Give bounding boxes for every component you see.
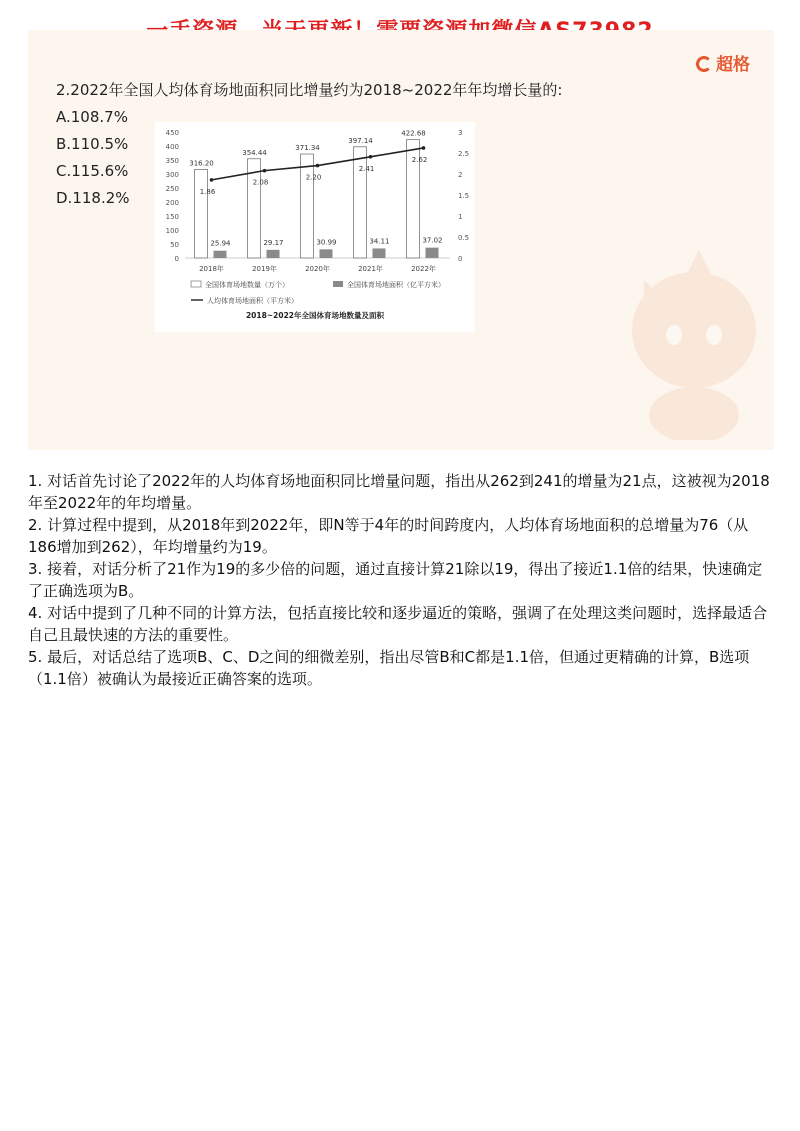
line-point-label: 2.41	[358, 164, 375, 173]
bar-site-area	[373, 248, 386, 258]
legend-swatch-site-area	[333, 281, 343, 287]
left-axis-tick-label: 0	[174, 255, 179, 263]
line-point-label: 2.62	[411, 155, 428, 164]
brand-name: 超格	[716, 55, 750, 75]
line-point	[210, 178, 214, 182]
bar-site-area-label: 25.94	[210, 239, 231, 248]
right-axis-tick-label: 3	[458, 129, 463, 137]
right-axis-tick-label: 0	[458, 255, 463, 263]
summary-paragraph-1: 1. 对话首先讨论了2022年的人均体育场地面积同比增量问题，指出从262到241的增量为21点，这被视为2018年至2022年的年均增量。	[28, 472, 770, 512]
legend-label-site-area: 全国体育场地面积（亿平方米）	[347, 281, 445, 289]
line-point	[263, 169, 267, 173]
line-point	[316, 164, 320, 168]
bar-site-count-label: 397.14	[348, 136, 373, 145]
bar-line-chart	[155, 122, 475, 332]
option-b: B.110.5%	[56, 135, 129, 153]
summary-paragraph-2: 2. 计算过程中提到，从2018年到2022年，即N等于4年的时间跨度内，人均体育场地面积的总增量为76（从186增加到262），年均增量约为19。	[28, 516, 749, 556]
bar-site-area	[214, 251, 227, 258]
summary-paragraph-5: 5. 最后，对话总结了选项B、C、D之间的细微差别，指出尽管B和C都是1.1倍，但通过更精确的计算，B选项（1.1倍）被确认为最接近正确答案的选项。	[28, 648, 750, 688]
left-axis-tick-label: 300	[165, 171, 179, 179]
bar-site-count-label: 354.44	[242, 148, 267, 157]
option-d: D.118.2%	[56, 189, 130, 207]
line-point	[369, 155, 373, 159]
legend-label-per-capita: 人均体育场地面积（平方米）	[207, 297, 298, 305]
bar-site-area-label: 29.17	[263, 238, 284, 247]
bar-site-count-label: 371.34	[295, 144, 320, 153]
right-axis-tick-label: 1	[458, 213, 463, 221]
left-axis-tick-label: 400	[165, 143, 179, 151]
legend-label-site-count: 全国体育场地数量（万个）	[205, 281, 289, 289]
x-axis-tick-label: 2021年	[358, 265, 383, 273]
x-axis-tick-label: 2018年	[199, 265, 224, 273]
bar-site-area-label: 37.02	[422, 236, 443, 245]
line-point-label: 1.86	[199, 187, 216, 196]
bar-site-area	[267, 250, 280, 258]
brand-logo	[696, 50, 750, 75]
left-axis-tick-label: 250	[165, 185, 179, 193]
right-axis-tick-label: 2	[458, 171, 463, 179]
line-point	[422, 146, 426, 150]
chart-title: 2018~2022年全国体育场地数量及面积	[245, 311, 385, 320]
left-axis-tick-label: 350	[165, 157, 179, 165]
right-axis-tick-label: 0.5	[458, 234, 470, 242]
left-axis-tick-label: 50	[170, 241, 179, 249]
left-axis-tick-label: 150	[165, 213, 179, 221]
x-axis-tick-label: 2020年	[305, 265, 330, 273]
question-text: 2.2022年全国人均体育场地面积同比增量约为2018~2022年年均增长量的:	[56, 81, 563, 99]
legend-swatch-site-count	[191, 281, 201, 287]
summary-paragraph-3: 3. 接着，对话分析了21作为19的多少倍的问题，通过直接计算21除以19，得出了接近1.1倍的结果，快速确定了正确选项为B。	[28, 560, 763, 600]
bar-site-count-label: 422.68	[401, 129, 426, 138]
bar-site-area-label: 34.11	[369, 237, 390, 246]
bar-site-area	[320, 249, 333, 258]
left-axis-tick-label: 450	[165, 129, 179, 137]
options-list	[56, 104, 130, 212]
option-a: A.108.7%	[56, 108, 128, 126]
line-point-label: 2.08	[252, 178, 269, 187]
option-c: C.115.6%	[56, 162, 129, 180]
x-axis-tick-label: 2022年	[411, 265, 436, 273]
bar-site-area-label: 30.99	[316, 238, 337, 247]
right-axis-tick-label: 2.5	[458, 150, 470, 158]
bar-site-count	[354, 147, 367, 258]
question-slide	[28, 30, 774, 450]
line-point-label: 2.20	[305, 173, 322, 182]
x-axis-tick-label: 2019年	[252, 265, 277, 273]
bar-site-count-label: 316.20	[189, 159, 214, 168]
left-axis-tick-label: 100	[165, 227, 179, 235]
summary-text	[28, 470, 776, 690]
left-axis-tick-label: 200	[165, 199, 179, 207]
mascot-watermark-icon	[604, 230, 774, 440]
summary-paragraph-4: 4. 对话中提到了几种不同的计算方法，包括直接比较和逐步逼近的策略，强调了在处理这类问题时，选择最适合自己且最快速的方法的重要性。	[28, 604, 768, 644]
bar-site-area	[426, 248, 439, 258]
brand-g-icon	[696, 56, 712, 72]
bar-site-count	[195, 169, 208, 258]
bar-site-count	[301, 154, 314, 258]
right-axis-tick-label: 1.5	[458, 192, 470, 200]
